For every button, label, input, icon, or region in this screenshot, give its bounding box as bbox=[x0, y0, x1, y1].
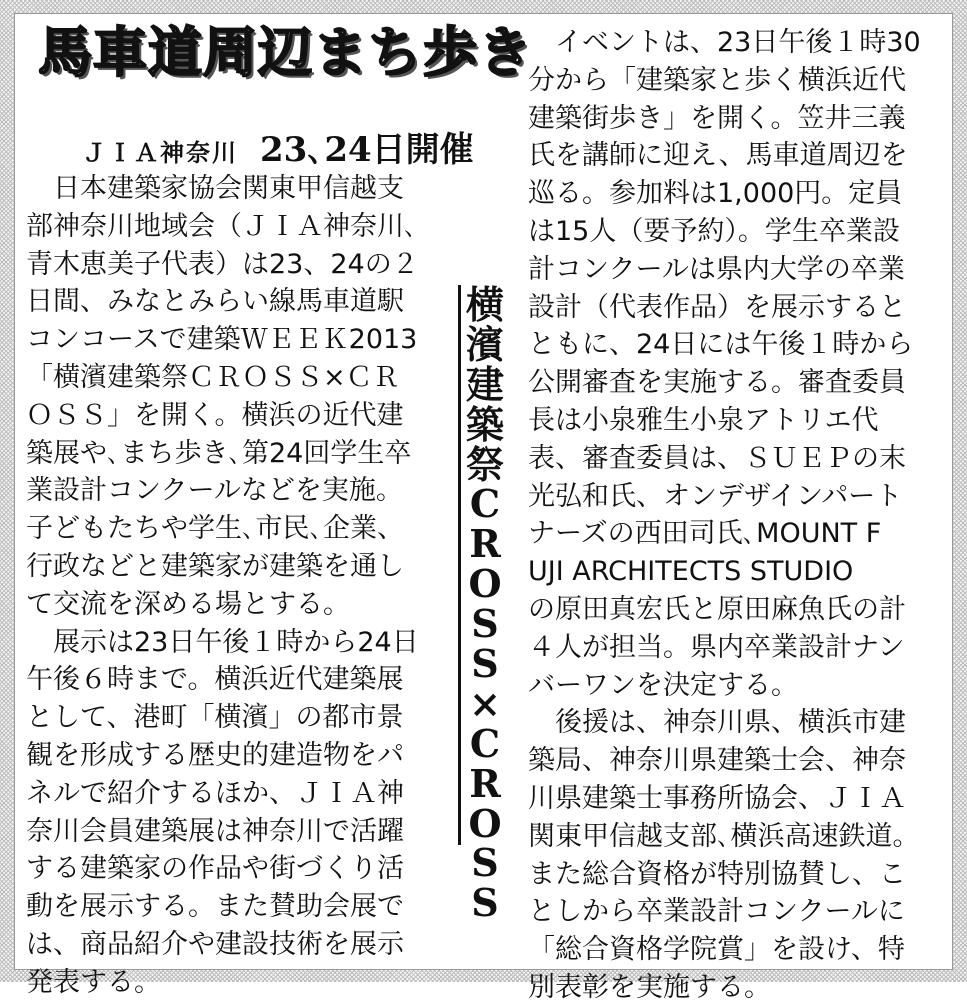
vertical-title-char: S bbox=[471, 641, 499, 687]
vertical-title-char: 築 bbox=[465, 401, 504, 447]
vertical-title-char: O bbox=[468, 561, 502, 607]
body-line: 光弘和氏、オンデザインパート bbox=[528, 480, 903, 512]
body-line: 子どもたちや学生､市民､企業、 bbox=[26, 513, 404, 545]
body-line: は15人（要予約）。学生卒業設 bbox=[528, 215, 900, 247]
subheadline bbox=[82, 122, 474, 171]
body-line: 業設計コンクールなどを実施。 bbox=[26, 475, 403, 507]
vertical-title-char: 祭 bbox=[465, 441, 504, 487]
body-line: 発表する。 bbox=[26, 966, 161, 998]
body-line: 計コンクールは県内大学の卒業 bbox=[528, 253, 905, 285]
body-line: バーワンを決定する。 bbox=[528, 669, 798, 701]
body-line: 午後６時まで。横浜近代建築展 bbox=[26, 664, 404, 696]
vertical-event-title bbox=[454, 282, 516, 926]
body-line: 設計（代表作品）を展示すると bbox=[528, 291, 906, 323]
body-line: として、港町「横濱」の都市景 bbox=[26, 702, 404, 734]
body-line: 日間、みなとみらい線馬車道駅 bbox=[26, 286, 404, 318]
vertical-title-char: 濱 bbox=[465, 321, 504, 367]
body-line: ネルで紹介するほか、ＪＩＡ神 bbox=[26, 777, 404, 809]
body-line: する建築家の作品や街づくり活 bbox=[26, 853, 404, 885]
body-line: 日本建築家協会関東甲信越支 bbox=[26, 173, 404, 204]
body-line: て交流を深める場とする。 bbox=[26, 588, 350, 620]
body-line: イベントは、23日午後１時30 bbox=[528, 27, 921, 58]
body-line: 建築街歩き」を開く。笠井三義 bbox=[528, 102, 906, 134]
body-line: 展示は23日午後１時から24日 bbox=[26, 626, 419, 658]
subhead-date: 23､24日開催 bbox=[260, 130, 474, 170]
body-line: 分から「建築家と歩く横浜近代 bbox=[528, 64, 906, 96]
body-line: 氏を講師に迎え、馬車道周辺を bbox=[528, 140, 908, 172]
vertical-title-char: R bbox=[469, 760, 501, 806]
subhead-org: ＪＩＡ神奈川 bbox=[82, 139, 238, 167]
body-line: 奈川会員建築展は神奈川で活躍 bbox=[26, 815, 404, 847]
body-line: コンコースで建築ＷＥＥＫ2013 bbox=[26, 324, 418, 356]
vertical-title-char: C bbox=[469, 720, 501, 766]
article-column-left bbox=[26, 170, 419, 1002]
body-line: UJI ARCHITECTS STUDIO bbox=[528, 556, 854, 588]
vertical-title-char: O bbox=[468, 800, 502, 846]
vertical-title-char: S bbox=[471, 840, 499, 886]
body-line: は、商品紹介や建設技術を展示 bbox=[26, 928, 404, 960]
body-line: 「横濱建築祭ＣＲＯＳＳ×ＣＲ bbox=[26, 361, 400, 393]
body-line: ともに、24日には午後１時から bbox=[528, 329, 914, 361]
body-line: 別表彰を実施する。 bbox=[528, 971, 771, 1003]
body-line: 築展や､まち歩き､第24回学生卒 bbox=[26, 437, 412, 469]
body-line: また総合資格が特別協賛し、こ bbox=[528, 858, 906, 890]
vertical-title-char: S bbox=[471, 880, 499, 926]
body-line: 川県建築士事務所協会、ＪＩＡ bbox=[528, 782, 906, 814]
body-line: 表、審査委員は、ＳＵＥＰの末 bbox=[528, 442, 906, 474]
body-line: の原田真宏氏と原田麻魚氏の計 bbox=[528, 593, 906, 625]
body-line: 後援は、神奈川県、横浜市建 bbox=[528, 707, 906, 739]
vertical-title-char: S bbox=[471, 601, 499, 647]
body-line: 長は小泉雅生小泉アトリエ代 bbox=[528, 404, 879, 436]
body-line: 行政などと建築家が建築を通し bbox=[26, 550, 404, 582]
vertical-title-char: C bbox=[469, 481, 501, 527]
headline: 馬車道周辺まち歩き bbox=[38, 21, 533, 84]
vertical-title-char: × bbox=[469, 680, 501, 726]
body-line: 観を形成する歴史的建造物をパ bbox=[26, 739, 404, 771]
body-line: 築局、神奈川県建築士会、神奈 bbox=[528, 745, 906, 777]
vertical-title-char: 横 bbox=[465, 282, 504, 327]
body-line: 巡る。参加料は1,000円。定員 bbox=[528, 178, 903, 210]
body-line: 関東甲信越支部､横浜高速鉄道。 bbox=[528, 820, 920, 852]
body-line: 動を展示する。また賛助会展で bbox=[26, 891, 404, 923]
article-column-right bbox=[528, 24, 921, 1007]
body-line: ４人が担当。県内卒業設計ナン bbox=[528, 631, 905, 663]
body-line: 「総合資格学院賞」を設け、特 bbox=[528, 934, 905, 966]
vertical-title-char: 建 bbox=[465, 361, 504, 407]
body-line: 部神奈川地域会（ＪＩＡ神奈川､ bbox=[26, 210, 418, 242]
body-line: 青木恵美子代表）は23、24の２ bbox=[26, 248, 419, 280]
body-line: 公開審査を実施する。審査委員 bbox=[528, 367, 906, 399]
body-line: ナーズの西田司氏､MOUNT F bbox=[528, 518, 882, 550]
body-line: ＯＳＳ」を開く。横浜の近代建 bbox=[26, 399, 404, 431]
body-line: としから卒業設計コンクールに bbox=[528, 896, 905, 928]
vertical-title-char: R bbox=[469, 521, 501, 567]
